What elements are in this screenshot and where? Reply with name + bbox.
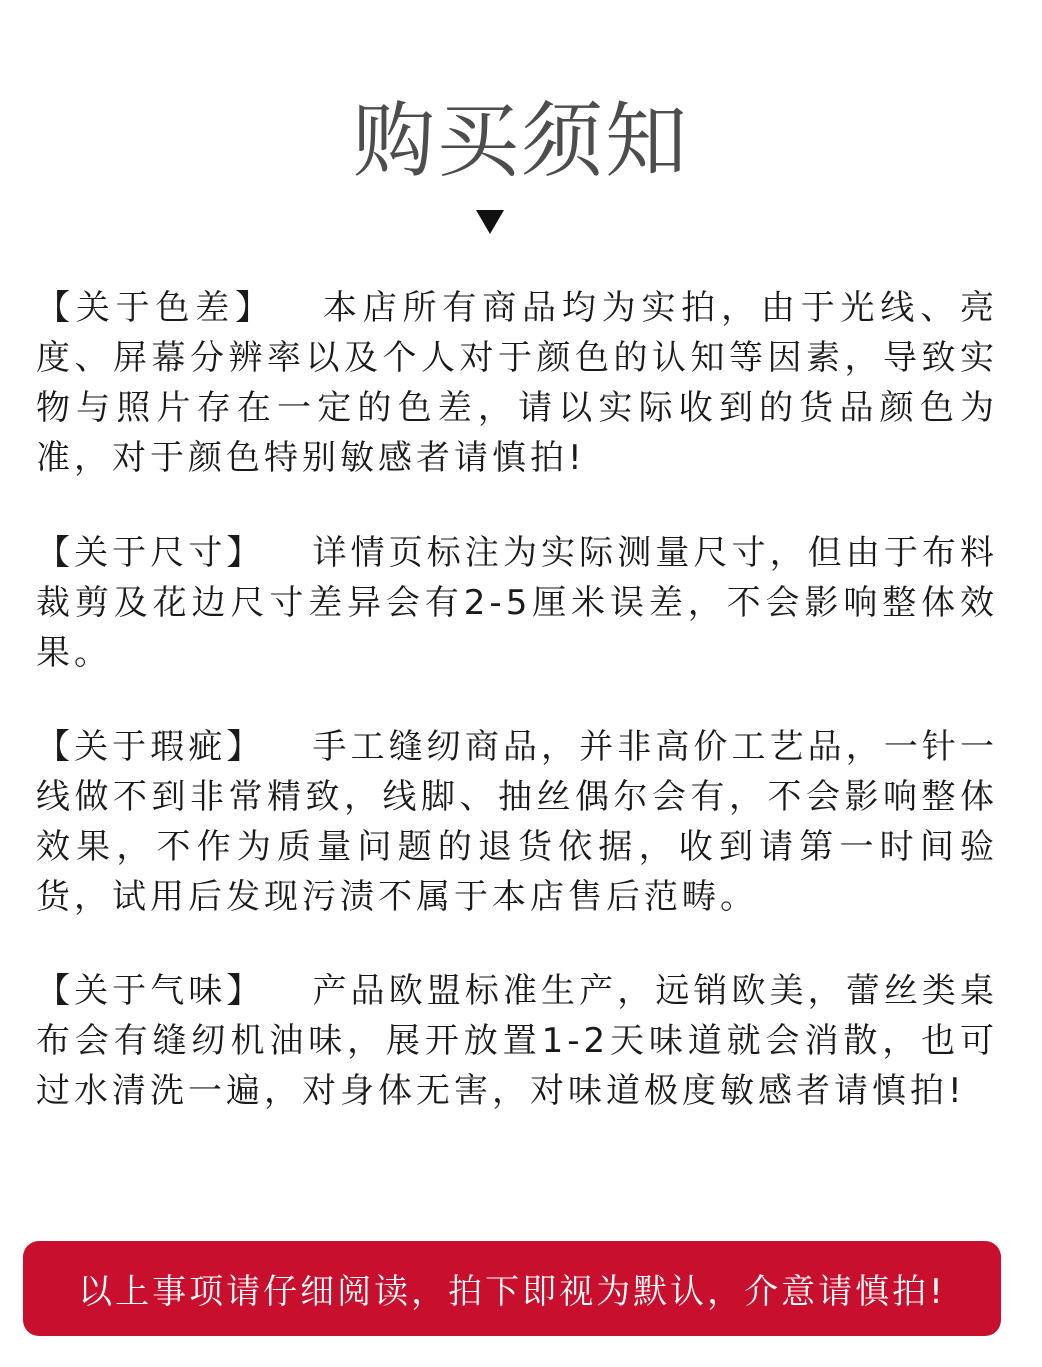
section-body: 产品欧盟标准生产，远销欧美，蕾丝类桌布会有缝纫机油味，展开放置1-2天味道就会消散，也可过水清洗一遍，对身体无害，对味道极度敏感者请慎拍! — [36, 971, 999, 1111]
section-body: 本店所有商品均为实拍，由于光线、亮度、屏幕分辨率以及个人对于颜色的认知等因素，导致实物与照片存在一定的色差，请以实际收到的货品颜色为准，对于颜色特别敏感者请慎拍! — [36, 288, 999, 478]
footer-banner — [23, 1241, 1001, 1336]
section-body: 手工缝纫商品，并非高价工艺品，一针一线做不到非常精致，线脚、抽丝偶尔会有，不会影响整体效果，不作为质量问题的退货依据，收到请第一时间验货，试用后发现污渍不属于本店售后范畴。 — [36, 727, 999, 917]
down-triangle-icon — [476, 210, 504, 234]
notice-section-size — [36, 528, 998, 678]
section-body: 详情页标注为实际测量尺寸，但由于布料裁剪及花边尺寸差异会有2-5厘米误差，不会影响整体效果。 — [36, 533, 999, 673]
notice-section-smell — [36, 966, 998, 1116]
section-heading: 【关于色差】 — [36, 288, 275, 328]
footer-banner-text: 以上事项请仔细阅读，拍下即视为默认，介意请慎拍! — [78, 1272, 946, 1312]
notice-section-color-difference — [36, 283, 998, 483]
section-heading: 【关于瑕疵】 — [36, 727, 265, 767]
page-title: 购买须知 — [352, 94, 689, 189]
section-heading: 【关于尺寸】 — [36, 533, 265, 573]
section-heading: 【关于气味】 — [36, 971, 265, 1011]
notice-section-flaws — [36, 722, 998, 922]
